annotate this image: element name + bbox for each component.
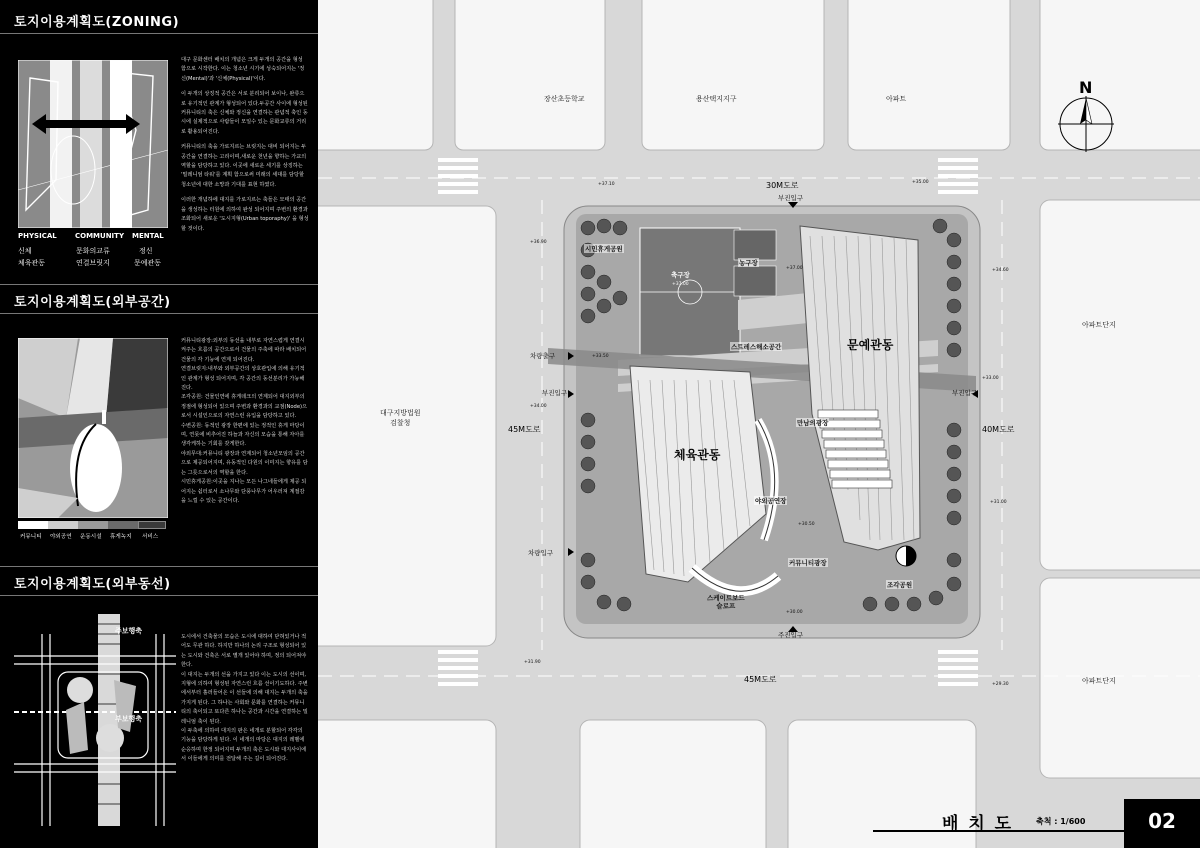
triad-cell: 문예관동 <box>134 259 162 267</box>
sub-pedestrian-axis-label: 부보행축 <box>115 715 143 723</box>
triad-cell: 정신 <box>139 247 153 255</box>
paragraph: 연결브릿지:내부와 외부공간의 상호관입에 의해 유기적인 관계가 형성 되어지며, 각 공간의 동선분리가 가능해 진다. <box>181 366 305 392</box>
triad-header-mental: MENTAL <box>132 232 164 240</box>
entry-vehicle-exit: 차량출구 <box>530 352 556 360</box>
spot-elevation: +31.00 <box>990 500 1007 505</box>
label-apartment-complex: 아파트단지 <box>1082 677 1116 685</box>
concept-panel <box>0 0 318 848</box>
road-label-east: 40M도로 <box>982 425 1015 434</box>
legend-label: 휴게녹지 <box>110 534 132 540</box>
place-basketball-court: 농구장 <box>739 259 758 267</box>
entry-east: 부진입구 <box>952 389 978 397</box>
zoning-diagram <box>18 60 168 228</box>
spot-elevation: +33.00 <box>982 376 999 381</box>
legend-swatch <box>18 521 48 529</box>
paragraph: 도시에서 건축물의 모습은 도시에 대하여 닫혀있거나 적어도 무관 하다. 하지만 하나의 논리 구조로 형성되어 있는 도시와 건축은 서로 별개 있어야 하며, 정의 되어져야 한다. <box>181 634 307 669</box>
triad-header-community: COMMUNITY <box>75 232 125 240</box>
spot-elevation: +34.60 <box>992 268 1009 273</box>
triad-header-physical: PHYSICAL <box>18 232 57 240</box>
paragraph: 이 두축에 의하여 대지의 판은 네개로 분할되어 각각의 기능을 담당하게 된다. 이 네개의 마당은 대지의 레벨에 순응하며 한정 되어지며 두개의 축은 도시와 대지사이에서 이들에게 의미를 전달해 주는 길이 되어진다. <box>181 728 307 763</box>
circulation-title: 토지이용계획도(외부동선) <box>14 577 171 592</box>
space-title: 토지이용계획도(외부공간) <box>14 295 171 310</box>
land-use-legend <box>18 521 166 543</box>
road-label-south: 45M도로 <box>744 675 777 684</box>
paragraph: 대구 문화센터 배치의 개념은 크게 두개의 공간을 형성 함으로 시작한다. 이는 청소년 시기에 성숙되어지는 '정신(Mental)'과 '신체(Physical)'이다. <box>181 57 305 82</box>
paragraph: 이 대지는 두개의 선을 가지고 있다 이는 도시의 선이며, 지형에 의하여 형성된 자연스런 흐름 선이기도하다. 주변에서부터 흘러들어온 이 선들에 의해 대지는 두개의 축을 가지게 된다. 그 하나는 사회와 문화를 연결하는 커뮤니티의 축이되고 또다른 하나는 공간과 시간을 연결하는 밀레니엄 축이 된다. <box>181 671 308 725</box>
label-housing-district: 용산택지지구 <box>696 95 737 103</box>
place-skateboard-slope: 스케이트보드 슬로프 <box>707 594 745 610</box>
place-soccer-field: 축구장 <box>671 271 690 279</box>
legend-swatch <box>138 521 166 529</box>
building-label-culture-hall: 문예관동 <box>847 338 894 352</box>
paragraph: 조각공원: 건물인연에 휴게데크의 연계되어 대지외부의 정점에 형성되어 있으며 주변과 환경과의 교점(Node)으로서 시설인으로의 자연스런 유입을 담당하고 있다. <box>181 394 308 420</box>
zoning-title: 토지이용계획도(ZONING) <box>14 15 180 30</box>
circulation-text <box>181 633 309 765</box>
legend-label: 운동시설 <box>80 534 102 540</box>
divider <box>0 566 318 567</box>
divider <box>0 284 318 285</box>
site-plan-drawing <box>318 0 1200 848</box>
spot-elevation: +30.00 <box>786 610 803 615</box>
triad-cell: 신체 <box>18 247 32 255</box>
main-pedestrian-axis-label: 주보행축 <box>115 627 143 635</box>
divider <box>0 313 318 314</box>
site-plan <box>318 0 1200 848</box>
drawing-title: 배 치 도 <box>942 814 1014 834</box>
label-elementary-school: 장산초등학교 <box>544 95 585 103</box>
legend-label: 야외공연 <box>50 534 72 540</box>
outdoor-space-diagram <box>18 338 168 518</box>
spot-elevation: +37.00 <box>672 282 689 287</box>
entry-vehicle: 차량입구 <box>528 549 554 557</box>
legend-swatch <box>78 521 108 529</box>
triad-table <box>18 232 168 270</box>
place-meeting-plaza: 만남의광장 <box>797 419 829 427</box>
entry-north: 부진입구 <box>778 194 804 202</box>
paragraph: 시민휴게공원:이곳을 지나는 모든 나그네들에게 제공 되어지는 쉼터로서 소나무와 단풍나무가 어우러져 계절감을 느낄 수 있는 공간이다. <box>181 479 307 504</box>
road-label-north: 30M도로 <box>766 181 799 190</box>
north-label: N <box>1079 78 1093 97</box>
paragraph: 야외무대:커뮤니티 광장과 연계되어 청소년모임의 공간으로 제공되어지며, 유동적인 다원의 이미지는 향유를 담는 그릇으로서의 역할을 한다. <box>181 450 308 476</box>
paragraph: 수변공원: 동적인 광장 한편에 있는 정적인 휴게 마당이며, 연못에 비추어진 하늘과 자신의 모습을 통해 자아를 생각케하는 기회를 갖게한다. <box>181 422 305 448</box>
legend-swatch <box>48 521 78 529</box>
spot-elevation: +36.90 <box>530 240 547 245</box>
legend-swatch <box>108 521 138 529</box>
entry-main: 주진입구 <box>778 631 804 639</box>
drawing-scale: 축척 : 1/600 <box>1036 817 1086 826</box>
road-label-west: 45M도로 <box>508 425 541 434</box>
place-citizen-park: 시민휴게공원 <box>585 245 623 253</box>
entry-west: 부진입구 <box>542 389 568 397</box>
place-sculpture-park: 조각공원 <box>887 581 913 589</box>
sheet-number: 02 <box>1148 809 1176 833</box>
place-outdoor-stage: 야외공연장 <box>755 497 787 505</box>
divider <box>0 595 318 596</box>
label-apartment: 아파트 <box>886 95 907 103</box>
building-label-gymnasium: 체육관동 <box>674 448 721 462</box>
spot-elevation: +37.00 <box>786 266 803 271</box>
divider <box>0 33 318 34</box>
paragraph: 이 두개의 상징적 공간은 서로 분리되어 보이나, 완류으로 유기적인 관계가 형성되어 있다.두공간 사이에 형성된 커뮤니티의 축은 신체와 정신을 연결하는 관념적 축인 동시에 실제적으로 사람들이 모일수 있는 문화교류의 거리로 활용되어진다. <box>181 91 308 135</box>
spot-elevation: +35.00 <box>912 180 929 185</box>
triad-cell: 연결브릿지 <box>76 259 110 267</box>
paragraph: 커뮤니티광장:외부의 동선을 내부로 자연스럽게 연결시켜주는 흐름의 공간으로서 건물의 주축에 따라 배치되어 건물의 각 기능에 연계 되어진다. <box>181 338 307 363</box>
sheet-number-box <box>1124 799 1200 848</box>
triad-cell: 문화의교류 <box>76 247 110 255</box>
paragraph: 커뮤니티의 축을 가로지르는 브릿지는 대비 되어지는 두공간을 연결하는 고리이며,새로운 천년을 향하는 가교의 역할을 담당하고 있다. 이곳에 새로운 세기를 상징하는 '밀레니엄 타워'를 계획 함으로써 미래의 세대를 담당할 청소년에 대한 소망과 기대를 표현 하였다. <box>181 144 307 188</box>
label-court-office: 대구지방법원 검찰청 <box>380 409 421 427</box>
spot-elevation: +34.00 <box>530 404 547 409</box>
space-text <box>181 337 309 506</box>
spot-elevation: +31.90 <box>524 660 541 665</box>
spot-elevation: +37.10 <box>598 182 615 187</box>
circulation-diagram <box>14 614 176 826</box>
zoning-text <box>181 56 309 240</box>
spot-elevation: +29.30 <box>992 682 1009 687</box>
place-stress-relief: 스트레스해소공간 <box>731 343 782 351</box>
spot-elevation: +33.50 <box>592 354 609 359</box>
label-apartment-complex: 아파트단지 <box>1082 321 1116 329</box>
paragraph: 이러한 개념하에 대지를 가로지르는 축들은 모태의 공간을 생성하는 터원에 의하여 완성 되어지며 주변의 환경과 조화되어 새로운 '도시지형(Urban toporaphy)' 을 형성 할 것이다. <box>181 197 309 232</box>
legend-label: 서비스 <box>142 534 159 540</box>
triad-cell: 체육관동 <box>18 259 46 267</box>
legend-label: 커뮤니티 <box>20 534 42 540</box>
place-community-plaza: 커뮤니티광장 <box>789 559 827 567</box>
spot-elevation: +30.50 <box>798 522 815 527</box>
